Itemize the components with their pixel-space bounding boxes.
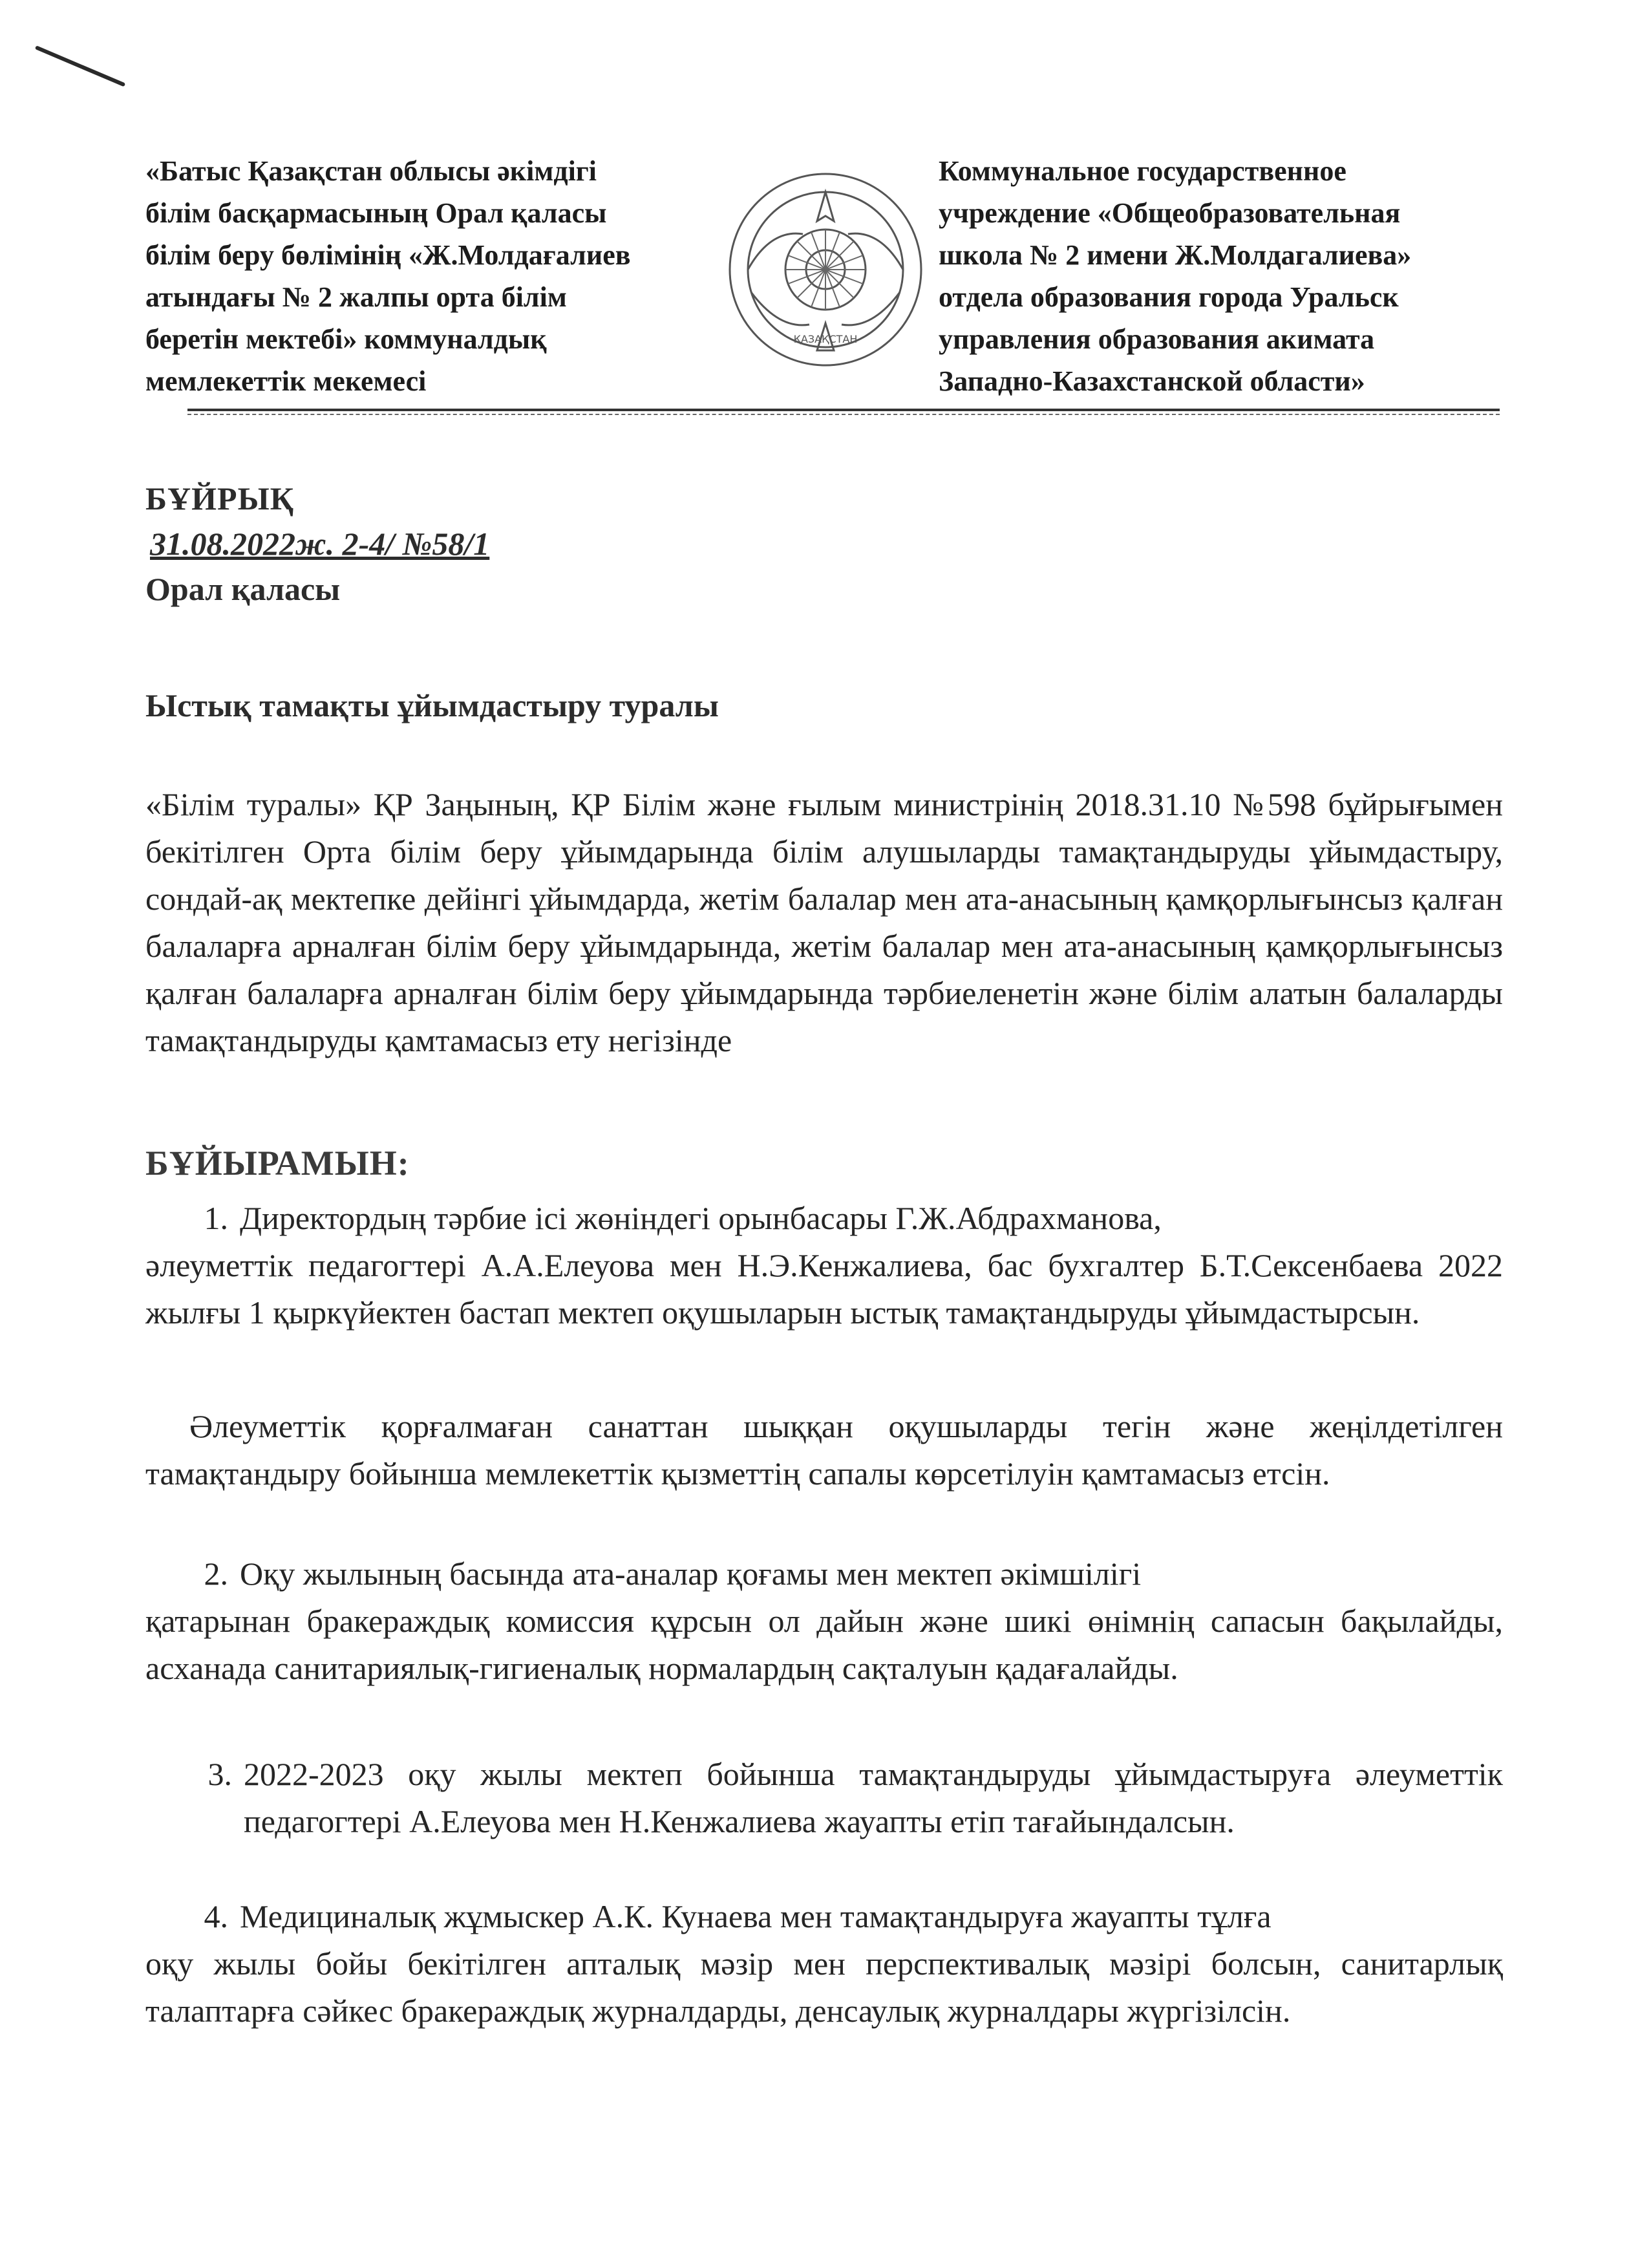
header-divider (187, 409, 1500, 415)
order-title: БҰЙРЫҚ (145, 480, 294, 517)
item-2 (145, 1550, 1503, 1692)
item-1 (145, 1195, 1503, 1336)
header-russian-line: Западно-Казахстанской области» (939, 365, 1365, 397)
order-subject: Ыстық тамақты ұйымдастыру туралы (145, 687, 719, 723)
item-1-extra: Әлеуметтік қорғалмаған санаттан шыққан оқушыларды тегін және жеңілдетілген тамақтандыру бойынша мемлекеттік қызметтің сапалы көрсетілуін қамтамасыз етсін. (145, 1408, 1503, 1492)
header-russian-line: учреждение «Общеобразовательная (939, 197, 1401, 229)
header-russian-line: школа № 2 имени Ж.Молдагалиева» (939, 239, 1412, 271)
item-3-text: 2022-2023 оқу жылы мектеп бойынша тамақтандыруды ұйымдастыруға әлеуметтік педагогтері А.Елеуова мен Н.Кенжалиева жауапты етіп тағайындалсын. (244, 1756, 1503, 1839)
header-kazakh-line: білім беру бөлімінің «Ж.Молдағалиев (145, 239, 631, 271)
order-number: 31.08.2022ж. 2-4/ №58/1 (150, 526, 490, 562)
item-number: 4. (204, 1898, 228, 1934)
scan-mark (35, 45, 125, 87)
header-russian (939, 150, 1520, 402)
header-russian-line: отдела образования города Уральск (939, 281, 1399, 313)
item-number: 1. (204, 1200, 228, 1236)
decree-word: БҰЙЫРАМЫН: (145, 1144, 410, 1182)
item-4-first: Медициналық жұмыскер А.К. Кунаева мен тамақтандыруға жауапты тұлға (240, 1898, 1271, 1934)
item-4-rest: оқу жылы бойы бекітілген апталық мәзір мен перспективалық мәзірі болсын, санитарлық талаптарға сәйкес бракераждық журналдарды, денсаулық журналдары жүргізілсін. (145, 1945, 1503, 2029)
item-2-rest: қатарынан бракераждық комиссия құрсын ол дайын және шикі өнімнің сапасын бақылайды, асханада санитариялық-гигиеналық нормалардың сақталуын қадағалайды. (145, 1603, 1503, 1686)
item-4-first-line (145, 1893, 1503, 1940)
item-1-first-line (145, 1195, 1503, 1242)
header-russian-line: управления образования акимата (939, 323, 1375, 355)
item-2-first: Оқу жылының басында ата-аналар қоғамы мен мектеп әкімшілігі (240, 1556, 1142, 1592)
order-city: Орал қаласы (145, 571, 341, 607)
header-russian-line: Коммунальное государственное (939, 155, 1346, 187)
emblem-caption: ҚАЗАҚСТАН (793, 333, 858, 345)
state-emblem-icon (725, 169, 926, 370)
header-kazakh-line: мемлекеттік мекемесі (145, 365, 427, 397)
header-kazakh-line: «Батыс Қазақстан облысы әкімдігі (145, 155, 597, 187)
header-kazakh-line: беретін мектебі» коммуналдық (145, 323, 547, 355)
header-kazakh-line: атындағы № 2 жалпы орта білім (145, 281, 567, 313)
item-3-body (145, 1751, 1503, 1845)
item-number: 3. (207, 1756, 232, 1792)
item-number: 2. (204, 1556, 228, 1592)
item-1-first: Директордың тәрбие ісі жөніндегі орынбасары Г.Ж.Абдрахманова, (240, 1200, 1162, 1236)
header-kazakh (145, 150, 714, 402)
item-3 (145, 1751, 1503, 1845)
header-kazakh-line: білім басқармасының Орал қаласы (145, 197, 607, 229)
preamble: «Білім туралы» ҚР Заңының, ҚР Білім және ғылым министрінің 2018.31.10 №598 бұйрығымен бекітілген Орта білім беру ұйымдарында білім алушыларды тамақтандыруды ұйымдастыру, сондай-ақ мектепке дейінгі ұйымдарда, жетім балалар мен ата-анасының қамқорлығынсыз қалған балаларға арналған білім беру ұйымдарында, жетім балалар мен ата-анасының қамқорлығынсыз қалған балаларға арналған білім беру ұйымдарында тәрбиеленетін және білім алатын балаларды тамақтандыруды қамтамасыз ету негізінде (145, 786, 1503, 1058)
item-1-rest: әлеуметтік педагогтері А.А.Елеуова мен Н.Э.Кенжалиева, бас бухгалтер Б.Т.Сексенбаева 2022 жылғы 1 қыркүйектен бастап мектеп оқушыларын ыстық тамақтандыруды ұйымдастырсын. (145, 1247, 1503, 1331)
item-4 (145, 1893, 1503, 2035)
item-2-first-line (145, 1550, 1503, 1598)
